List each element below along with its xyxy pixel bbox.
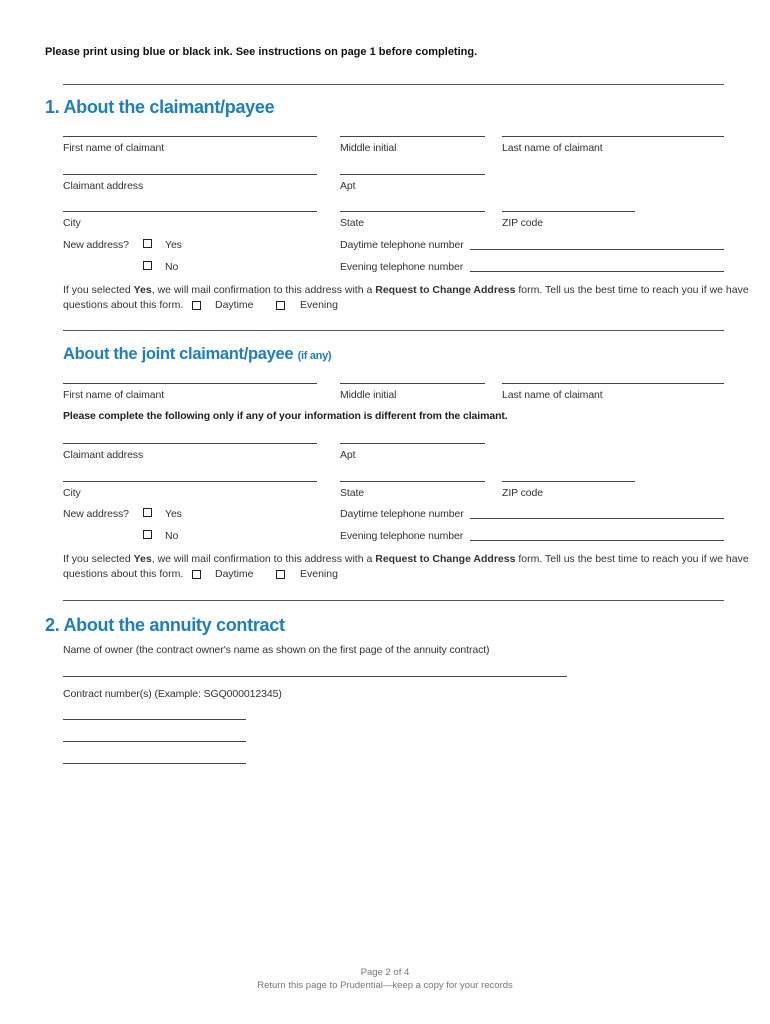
joint-evening-option-label: Evening <box>300 568 338 580</box>
claimant-address-field[interactable] <box>63 174 317 175</box>
claimant-state-field[interactable] <box>340 211 485 212</box>
evening-phone-field[interactable] <box>470 271 724 272</box>
joint-first-name-label: First name of claimant <box>63 389 165 401</box>
section2-heading: 2. About the annuity contract <box>45 615 285 635</box>
joint-last-name-field[interactable] <box>502 383 724 384</box>
address-change-note: If you selected Yes, we will mail confirmation to this address with a Request to Change Address form. Tell us the best time to reach you if we have questions about this form. Daytime Evening <box>63 284 749 311</box>
contact-daytime-checkbox[interactable] <box>192 301 201 310</box>
claimant-last-name-field[interactable] <box>502 136 724 137</box>
state-label: State <box>340 217 365 229</box>
contract-number-label: Contract number(s) (Example: SGQ000012345) <box>63 688 282 700</box>
joint-apt-label: Apt <box>340 449 356 461</box>
joint-state-label: State <box>340 487 365 499</box>
joint-state-field[interactable] <box>340 481 485 482</box>
joint-address-label: Claimant address <box>63 449 144 461</box>
claimant-city-field[interactable] <box>63 211 317 212</box>
daytime-phone-field[interactable] <box>470 249 724 250</box>
first-name-label: First name of claimant <box>63 142 165 154</box>
joint-new-address-label: New address? <box>63 508 129 520</box>
joint-no-label: No <box>165 530 179 542</box>
section1-divider <box>63 330 724 331</box>
joint-contact-evening-checkbox[interactable] <box>276 570 285 579</box>
contract-number-field-3[interactable] <box>63 763 246 764</box>
joint-middle-initial-label: Middle initial <box>340 389 397 401</box>
address-label: Claimant address <box>63 180 144 192</box>
joint-zip-label: ZIP code <box>502 487 544 499</box>
contract-number-field-2[interactable] <box>63 741 246 742</box>
ink-instruction: Please print using blue or black ink. See instructions on page 1 before completing. <box>45 46 478 58</box>
claimant-zip-field[interactable] <box>502 211 635 212</box>
joint-new-address-no-checkbox[interactable] <box>143 530 152 539</box>
joint-evening-phone-field[interactable] <box>470 540 724 541</box>
claimant-apt-field[interactable] <box>340 174 485 175</box>
no-label: No <box>165 261 179 273</box>
joint-yes-label: Yes <box>165 508 182 520</box>
joint-new-address-yes-checkbox[interactable] <box>143 508 152 517</box>
city-label: City <box>63 217 81 229</box>
joint-last-name-label: Last name of claimant <box>502 389 603 401</box>
last-name-label: Last name of claimant <box>502 142 603 154</box>
joint-instruction: Please complete the following only if any of your information is different from the claimant. <box>63 410 508 422</box>
joint-address-change-note: If you selected Yes, we will mail confirmation to this address with a Request to Change Address form. Tell us the best time to reach you if we have questions about this form. Daytime Evening <box>63 553 749 580</box>
new-address-yes-checkbox[interactable] <box>143 239 152 248</box>
joint-city-field[interactable] <box>63 481 317 482</box>
page-number: Page 2 of 4 <box>360 967 410 978</box>
contact-evening-checkbox[interactable] <box>276 301 285 310</box>
yes-label: Yes <box>165 239 182 251</box>
daytime-phone-label: Daytime telephone number <box>340 239 464 251</box>
middle-initial-label: Middle initial <box>340 142 397 154</box>
claimant-first-name-field[interactable] <box>63 136 317 137</box>
contract-number-field-1[interactable] <box>63 719 246 720</box>
top-divider <box>63 84 724 85</box>
joint-contact-daytime-checkbox[interactable] <box>192 570 201 579</box>
footer-note: Return this page to Prudential—keep a copy for your records <box>257 980 513 991</box>
joint-daytime-phone-label: Daytime telephone number <box>340 508 464 520</box>
claimant-middle-initial-field[interactable] <box>340 136 485 137</box>
owner-name-label: Name of owner (the contract owner's name as shown on the first page of the annuity contract) <box>63 644 490 656</box>
joint-daytime-phone-field[interactable] <box>470 518 724 519</box>
new-address-label: New address? <box>63 239 129 251</box>
new-address-no-checkbox[interactable] <box>143 261 152 270</box>
daytime-option-label: Daytime <box>215 299 254 311</box>
joint-apt-field[interactable] <box>340 443 485 444</box>
owner-name-field[interactable] <box>63 676 567 677</box>
joint-address-field[interactable] <box>63 443 317 444</box>
joint-heading: About the joint claimant/payee (if any) <box>63 345 332 363</box>
joint-first-name-field[interactable] <box>63 383 317 384</box>
joint-evening-phone-label: Evening telephone number <box>340 530 464 542</box>
zip-label: ZIP code <box>502 217 544 229</box>
section1-heading: 1. About the claimant/payee <box>45 97 275 117</box>
joint-zip-field[interactable] <box>502 481 635 482</box>
evening-phone-label: Evening telephone number <box>340 261 464 273</box>
joint-middle-initial-field[interactable] <box>340 383 485 384</box>
evening-option-label: Evening <box>300 299 338 311</box>
joint-city-label: City <box>63 487 81 499</box>
joint-divider <box>63 600 724 601</box>
joint-daytime-option-label: Daytime <box>215 568 254 580</box>
apt-label: Apt <box>340 180 356 192</box>
